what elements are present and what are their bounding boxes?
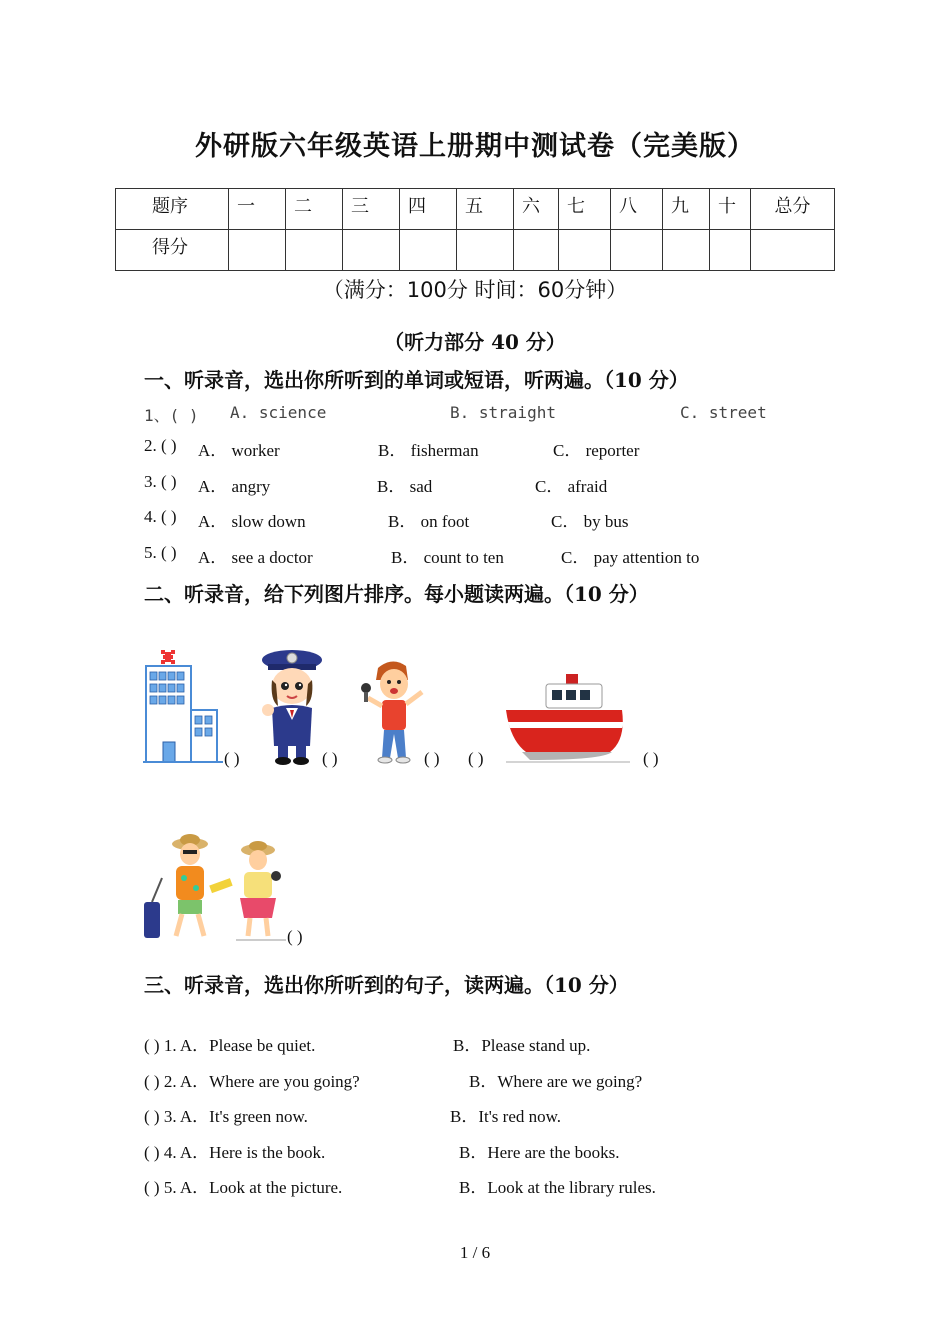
score-row-label: 得分 — [116, 230, 229, 271]
paren-policewoman[interactable]: ( ) — [322, 749, 338, 768]
s1-q5-b: B． count to ten — [391, 548, 504, 567]
singing-boy-picture — [356, 658, 432, 766]
boat-picture — [502, 670, 632, 766]
score-col-6: 六 — [514, 189, 559, 230]
s1-q1-a: A. science — [230, 403, 327, 422]
score-col-8: 八 — [611, 189, 663, 230]
score-table — [115, 188, 835, 271]
exam-info: （满分：100分 时间：60分钟） — [322, 278, 628, 302]
s3-q3-a: ( ) 3. A．It's green now. — [144, 1107, 308, 1126]
section1-heading: 一、听录音，选出你所听到的单词或短语，听两遍。（10 分） — [144, 368, 689, 392]
section2-heading: 二、听录音，给下列图片排序。每小题读两遍。（10 分） — [144, 582, 649, 606]
score-cell[interactable] — [710, 230, 751, 271]
page-number: 1 / 6 — [459, 1243, 491, 1262]
listening-header: （听力部分 40 分） — [384, 330, 566, 354]
section3-heading: 三、听录音，选出你所听到的句子，读两遍。（10 分） — [144, 973, 629, 997]
score-cell[interactable] — [343, 230, 400, 271]
s1-q1-c: C. street — [680, 403, 767, 422]
paren-hospital[interactable]: ( ) — [224, 749, 240, 768]
s3-q1-b: B．Please stand up. — [453, 1036, 591, 1055]
s1-q3-num: 3. ( ) — [144, 472, 177, 491]
paren-boat-label[interactable]: ( ) — [468, 749, 484, 768]
score-col-4: 四 — [400, 189, 457, 230]
s1-q5-a: A． see a doctor — [198, 548, 313, 567]
s1-q2-a: A． worker — [198, 441, 280, 460]
s3-q2-b: B．Where are we going? — [469, 1072, 643, 1091]
score-cell[interactable] — [751, 230, 835, 271]
policewoman-picture — [256, 646, 326, 766]
score-cell[interactable] — [514, 230, 559, 271]
s1-q4-num: 4. ( ) — [144, 507, 177, 526]
s3-q5-a: ( ) 5. A．Look at the picture. — [144, 1178, 343, 1197]
s3-q4-a: ( ) 4. A．Here is the book. — [144, 1143, 326, 1162]
s1-q2-c: C． reporter — [553, 441, 640, 460]
score-cell[interactable] — [229, 230, 286, 271]
s1-q4-a: A． slow down — [198, 512, 306, 531]
score-cell[interactable] — [400, 230, 457, 271]
score-header-label: 题序 — [116, 189, 229, 230]
s1-q3-b: B． sad — [377, 477, 433, 496]
score-col-3: 三 — [343, 189, 400, 230]
s1-q4-c: C． by bus — [551, 512, 629, 531]
score-table-score-row — [116, 230, 835, 271]
score-table-header-row — [116, 189, 835, 230]
s3-q4-b: B．Here are the books. — [459, 1143, 620, 1162]
score-cell[interactable] — [663, 230, 710, 271]
score-cell[interactable] — [611, 230, 663, 271]
paren-singing-boy[interactable]: ( ) — [424, 749, 440, 768]
s1-q5-num: 5. ( ) — [144, 543, 177, 562]
page-title: 外研版六年级英语上册期中测试卷（完美版） — [195, 131, 755, 162]
score-col-2: 二 — [286, 189, 343, 230]
score-cell[interactable] — [559, 230, 611, 271]
hospital-picture — [143, 646, 223, 766]
s1-q1-num: 1、( ) — [144, 406, 199, 425]
score-col-7: 七 — [559, 189, 611, 230]
s1-q3-a: A． angry — [198, 477, 271, 496]
s3-q1-a: ( ) 1. A．Please be quiet. — [144, 1036, 316, 1055]
score-col-5: 五 — [457, 189, 514, 230]
s3-q5-b: B．Look at the library rules. — [459, 1178, 656, 1197]
s3-q3-b: B．It's red now. — [450, 1107, 562, 1126]
s1-q4-b: B． on foot — [388, 512, 470, 531]
score-total-label: 总分 — [751, 189, 835, 230]
score-col-9: 九 — [663, 189, 710, 230]
paren-tourists[interactable]: ( ) — [287, 927, 303, 946]
tourists-picture — [140, 832, 290, 944]
s1-q1-b: B. straight — [450, 403, 556, 422]
score-cell[interactable] — [286, 230, 343, 271]
score-cell[interactable] — [457, 230, 514, 271]
s1-q2-b: B． fisherman — [378, 441, 479, 460]
s3-q2-a: ( ) 2. A．Where are you going? — [144, 1072, 360, 1091]
s1-q2-num: 2. ( ) — [144, 436, 177, 455]
score-col-1: 一 — [229, 189, 286, 230]
paren-boat[interactable]: ( ) — [643, 749, 659, 768]
s1-q3-c: C． afraid — [535, 477, 608, 496]
s1-q5-c: C． pay attention to — [561, 548, 700, 567]
score-col-10: 十 — [710, 189, 751, 230]
